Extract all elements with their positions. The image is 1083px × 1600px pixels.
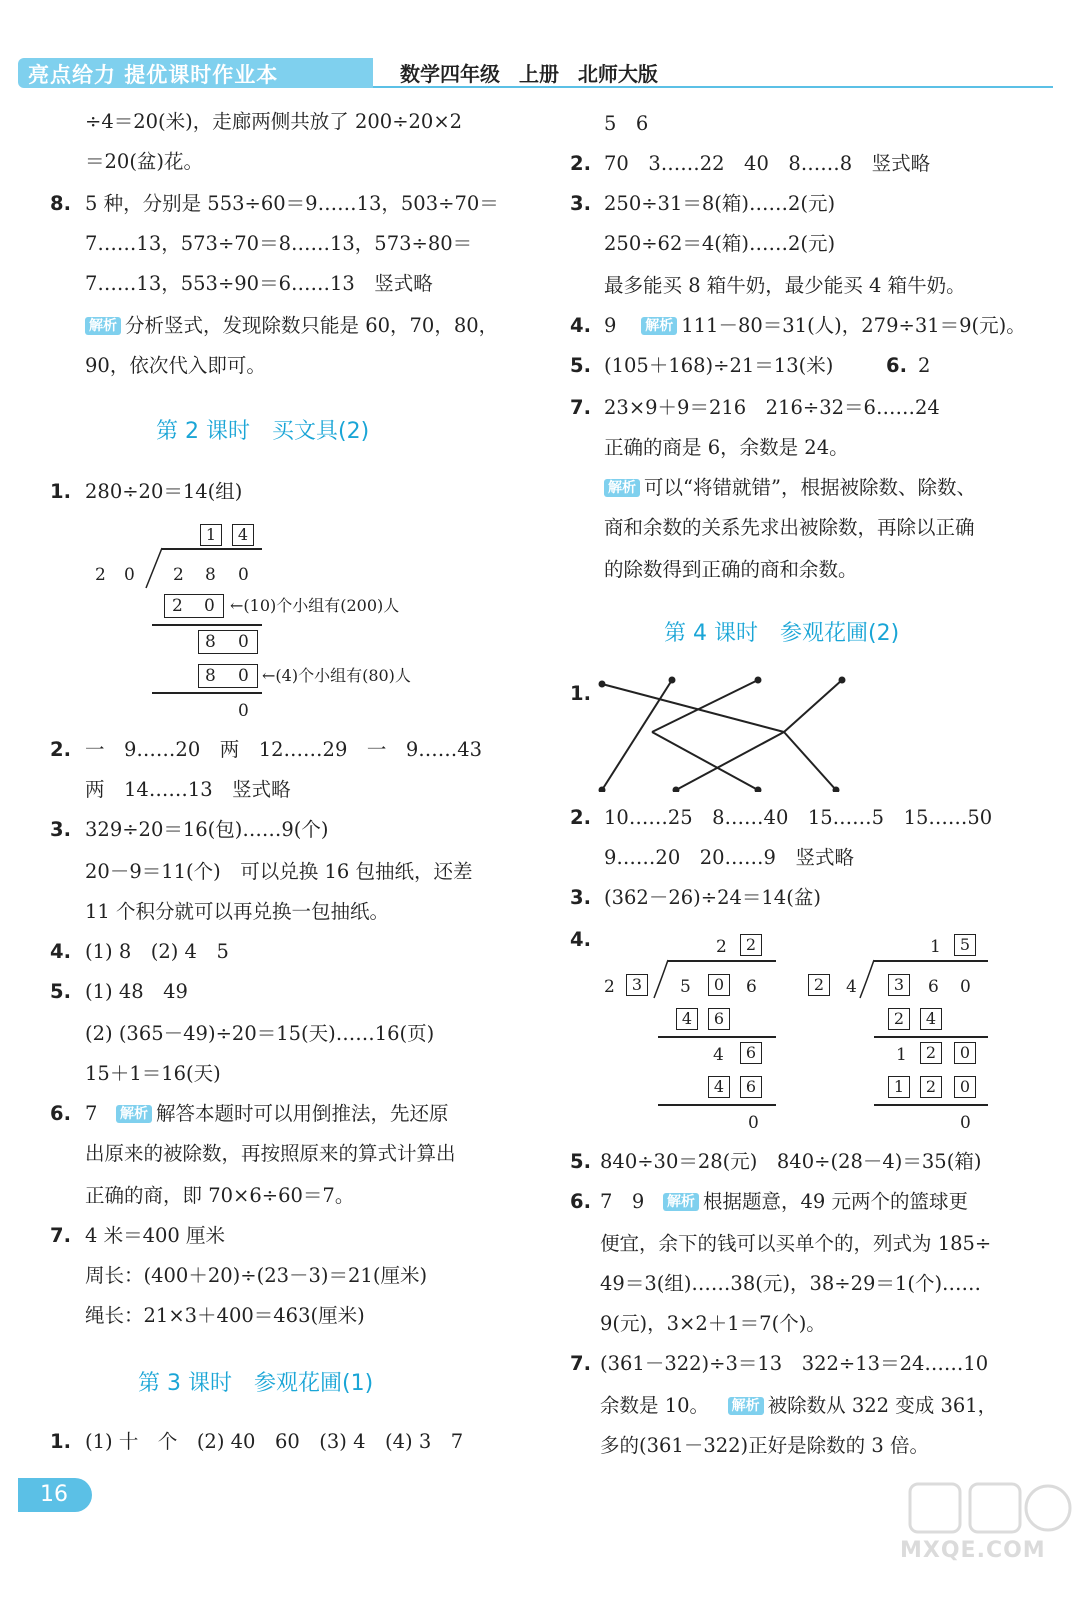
- question-number: 3.: [570, 886, 591, 909]
- subtraction-rule: [658, 1104, 776, 1106]
- divisor-digit: 0: [124, 565, 135, 585]
- question-number: 1.: [50, 1430, 71, 1453]
- division-bar: [668, 960, 776, 962]
- analysis-line: [600, 1190, 968, 1214]
- match-dot: [670, 678, 675, 683]
- analysis-tag: 解析: [116, 1105, 152, 1123]
- analysis-tag: 解析: [728, 1397, 764, 1415]
- question-number: 1.: [570, 682, 591, 705]
- question-number: 5.: [570, 1150, 591, 1173]
- dividend-digit: 6: [746, 977, 757, 997]
- digit-box: 3: [888, 974, 910, 996]
- text-span: 余数是 10。: [600, 1394, 710, 1417]
- divisor-digit: 4: [846, 977, 857, 997]
- match-line: [652, 732, 758, 790]
- text-line: 23×9＋9＝216 216÷32＝6……24: [604, 396, 940, 419]
- note-text: ←(10)个小组有(200)人: [230, 596, 400, 615]
- dividend-digit: 8: [205, 565, 216, 585]
- text-line: 20－9＝11(个) 可以兑换 16 包抽纸，还差: [85, 860, 473, 883]
- text-line: 5 6: [604, 112, 649, 135]
- text-line: 280÷20＝14(组): [85, 480, 243, 503]
- text-line: 正确的商是 6，余数是 24。: [604, 436, 849, 459]
- text-span: 根据题意，49 元两个的篮球更: [702, 1190, 968, 1213]
- remainder-digit: 1: [896, 1045, 907, 1065]
- digit-box: 1: [200, 524, 222, 546]
- product-digit: 0: [204, 596, 215, 616]
- section-title: 第 2 课时 买文具(2): [156, 419, 370, 444]
- digit-box: 4: [676, 1008, 698, 1030]
- page-number: 16: [40, 1482, 68, 1507]
- divisor-digit: 2: [95, 565, 106, 585]
- digit-box: 0: [954, 1076, 976, 1098]
- digit-box: 2: [920, 1076, 942, 1098]
- digit-box: 2: [808, 974, 830, 996]
- remainder-digit: 4: [713, 1045, 724, 1065]
- digit-box: 4: [920, 1008, 942, 1030]
- divisor-digit: 2: [604, 977, 615, 997]
- dividend-digit: 0: [238, 565, 249, 585]
- digit-box: 4: [708, 1076, 730, 1098]
- question-number: 7.: [50, 1224, 71, 1247]
- match-dot: [674, 788, 679, 793]
- digit-box: 2: [888, 1008, 910, 1030]
- subtraction-rule: [152, 624, 262, 626]
- text-line: (2) (365－49)÷20＝15(天)……16(页): [85, 1022, 435, 1045]
- text-line: 250÷62＝4(箱)……2(元): [604, 232, 836, 255]
- match-line: [784, 732, 836, 790]
- text-line: (361－322)÷3＝13 322÷13＝24……10: [600, 1352, 989, 1375]
- watermark: [880, 1478, 1070, 1578]
- text-line: 便宜，余下的钱可以买单个的，列式为 185÷: [600, 1232, 992, 1255]
- section-title: 第 4 课时 参观花圃(2): [664, 621, 900, 646]
- product-digit: 0: [238, 666, 249, 686]
- text-line: 329÷20＝16(包)……9(个): [85, 818, 329, 841]
- digit-box: 3: [626, 974, 648, 996]
- product-digit: 2: [172, 596, 183, 616]
- text-line: (1) 8 (2) 4 5: [85, 940, 229, 963]
- text-span: 被除数从 322 变成 361，: [767, 1394, 998, 1417]
- text-line: 的除数得到正确的商和余数。: [604, 558, 858, 581]
- digit-box: 6: [740, 1076, 762, 1098]
- text-line: 最多能买 8 箱牛奶，最少能买 4 箱牛奶。: [604, 274, 966, 297]
- text-line: ＝20(盆)花。: [85, 150, 204, 173]
- answer-text: 7: [85, 1102, 98, 1125]
- digit-box: 1: [888, 1076, 910, 1098]
- question-number: 7.: [570, 396, 591, 419]
- text-line: 商和余数的关系先求出被除数，再除以正确: [604, 516, 975, 539]
- series-title: 亮点给力 提优课时作业本: [28, 63, 279, 87]
- analysis-tag: 解析: [641, 317, 677, 335]
- text-line: (105＋168)÷21＝13(米): [604, 354, 834, 377]
- page-number-badge: [18, 1478, 92, 1512]
- analysis-tag: 解析: [663, 1193, 699, 1211]
- analysis-line: [85, 314, 498, 338]
- text-line: 两 14……13 竖式略: [85, 778, 291, 801]
- subtraction-rule: [874, 1104, 988, 1106]
- watermark-logo-icon: [890, 1478, 1080, 1538]
- text-line: ÷4＝20(米)，走廊两侧共放了 200÷20×2: [85, 110, 463, 133]
- question-number: 5.: [50, 980, 71, 1003]
- match-line: [784, 680, 842, 732]
- analysis-tag: 解析: [604, 479, 640, 497]
- question-number: 1.: [50, 480, 71, 503]
- match-line: [602, 684, 784, 732]
- text-line: 5 种，分别是 553÷60＝9……13，503÷70＝: [85, 192, 499, 215]
- division-bracket: [652, 958, 670, 1002]
- text-line: 250÷31＝8(箱)……2(元): [604, 192, 836, 215]
- digit-box: 6: [740, 1042, 762, 1064]
- match-dot: [600, 682, 605, 687]
- page-header: [0, 52, 1083, 90]
- analysis-line: [600, 1394, 997, 1418]
- analysis-line: [604, 314, 1026, 338]
- digit-box: 2: [920, 1042, 942, 1064]
- match-dot: [600, 788, 605, 793]
- question-number: 7.: [570, 1352, 591, 1375]
- text-span: 分析竖式，发现除数只能是 60，70，80，: [125, 314, 499, 337]
- remainder-digit: 8: [205, 632, 216, 652]
- division-bar: [874, 960, 988, 962]
- text-line: 出原来的被除数，再按照原来的算式计算出: [85, 1142, 456, 1165]
- digit-box: 2: [740, 934, 762, 956]
- digit-box: 5: [954, 934, 976, 956]
- question-number: 3.: [50, 818, 71, 841]
- quotient-digit: 1: [930, 937, 941, 957]
- text-line: 9(元)，3×2＋1＝7(个)。: [600, 1312, 826, 1335]
- text-line: 周长：(400＋20)÷(23－3)＝21(厘米): [85, 1264, 428, 1287]
- matching-diagram: [592, 672, 852, 792]
- final-remainder: 0: [748, 1113, 759, 1133]
- match-line: [602, 680, 672, 790]
- division-bar: [162, 548, 262, 550]
- question-number: 6.: [570, 1190, 591, 1213]
- match-line: [676, 732, 784, 790]
- text-line: 840÷30＝28(元) 840÷(28－4)＝35(箱): [600, 1150, 982, 1173]
- text-line: 4 米＝400 厘米: [85, 1224, 226, 1247]
- text-line: 49＝3(组)……38(元)，38÷29＝1(个)……: [600, 1272, 982, 1295]
- final-remainder: 0: [238, 701, 249, 721]
- watermark-text: MXQE.COM: [900, 1538, 1046, 1563]
- text-line: 正确的商，即 70×6÷60＝7。: [85, 1184, 355, 1207]
- digit-box: 6: [708, 1008, 730, 1030]
- remainder-digit: 0: [238, 632, 249, 652]
- text-line: 70 3……22 40 8……8 竖式略: [604, 152, 931, 175]
- text-span: 解答本题时可以用倒推法，先还原: [156, 1102, 449, 1125]
- question-number: 2.: [50, 738, 71, 761]
- digit-box: 0: [708, 974, 730, 996]
- subtraction-rule: [874, 1036, 988, 1038]
- final-remainder: 0: [960, 1113, 971, 1133]
- question-number: 4.: [570, 314, 591, 337]
- match-dot: [840, 678, 845, 683]
- question-number: 2.: [570, 152, 591, 175]
- analysis-line: [604, 476, 976, 500]
- division-bracket: [144, 546, 164, 592]
- text-line: 10……25 8……40 15……5 15……50: [604, 806, 993, 829]
- text-line: 15＋1＝16(天): [85, 1062, 221, 1085]
- text-span: 111－80＝31(人)，279÷31＝9(元)。: [681, 314, 1026, 337]
- text-line: 9……20 20……9 竖式略: [604, 846, 854, 869]
- question-number: 8.: [50, 192, 71, 215]
- quotient-digit: 2: [716, 937, 727, 957]
- digit-box: 0: [954, 1042, 976, 1064]
- text-line: (362－26)÷24＝14(盆): [604, 886, 821, 909]
- answer-text: 9: [604, 314, 617, 337]
- dividend-digit: 2: [173, 565, 184, 585]
- text-line: (1) 十 个 (2) 40 60 (3) 4 (4) 3 7: [85, 1430, 464, 1453]
- match-dot: [756, 788, 761, 793]
- note-text: ←(4)个小组有(80)人: [262, 666, 411, 685]
- text-line: 一 9……20 两 12……29 一 9……43: [85, 738, 483, 761]
- division-bracket: [858, 958, 876, 1002]
- text-line: 11 个积分就可以再兑换一包抽纸。: [85, 900, 390, 923]
- subtraction-rule: [658, 1036, 776, 1038]
- dividend-digit: 6: [928, 977, 939, 997]
- text-span: 可以“将错就错”，根据被除数、除数、: [644, 476, 976, 499]
- subtraction-rule: [152, 692, 262, 694]
- question-number: 6.: [50, 1102, 71, 1125]
- text-line: 2: [918, 354, 931, 377]
- question-number: 4.: [570, 928, 591, 951]
- text-line: 多的(361－322)正好是除数的 3 倍。: [600, 1434, 929, 1457]
- match-dot: [756, 678, 761, 683]
- text-line: 绳长：21×3＋400＝463(厘米): [85, 1304, 365, 1327]
- text-line: 7……13，573÷70＝8……13，573÷80＝: [85, 232, 473, 255]
- book-info: 数学四年级 上册 北师大版: [400, 62, 658, 86]
- text-line: 90，依次代入即可。: [85, 354, 266, 377]
- text-line: (1) 48 49: [85, 980, 188, 1003]
- header-rule: [373, 86, 1053, 88]
- dividend-digit: 5: [680, 977, 691, 997]
- dividend-digit: 0: [960, 977, 971, 997]
- digit-box: 4: [232, 524, 254, 546]
- question-number: 6.: [886, 354, 907, 377]
- question-number: 2.: [570, 806, 591, 829]
- analysis-line: [85, 1102, 449, 1126]
- section-title: 第 3 课时 参观花圃(1): [138, 1371, 374, 1396]
- answer-text: 7 9: [600, 1190, 645, 1213]
- text-line: 7……13，553÷90＝6……13 竖式略: [85, 272, 433, 295]
- question-number: 3.: [570, 192, 591, 215]
- match-dot: [834, 788, 839, 793]
- analysis-tag: 解析: [85, 317, 121, 335]
- question-number: 5.: [570, 354, 591, 377]
- question-number: 4.: [50, 940, 71, 963]
- product-digit: 8: [205, 666, 216, 686]
